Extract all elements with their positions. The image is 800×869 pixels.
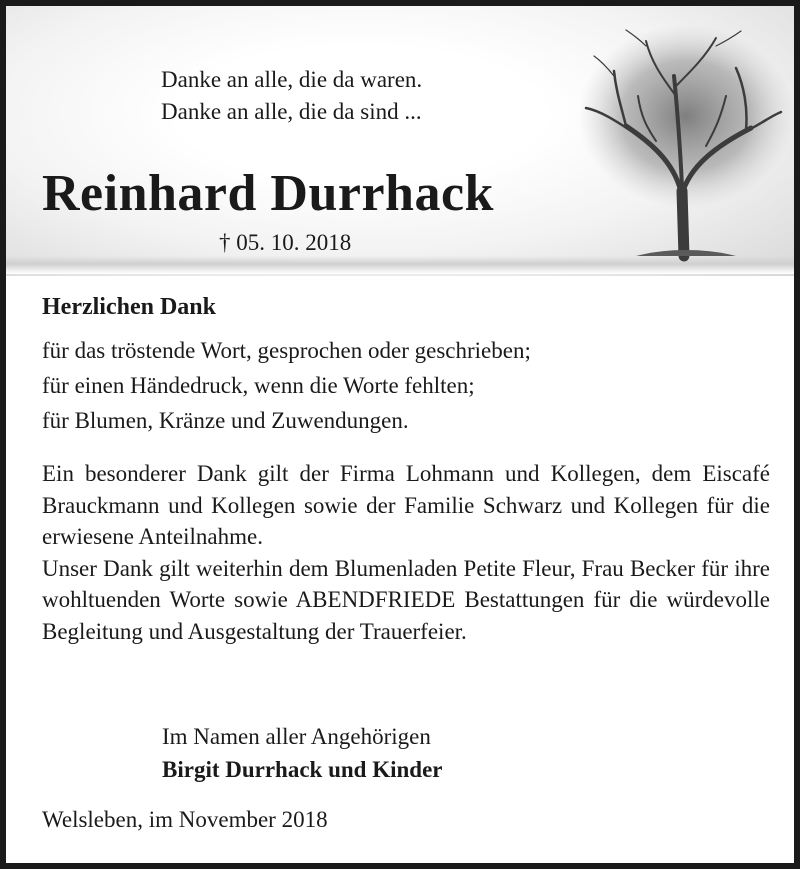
thanks-lines (42, 333, 762, 438)
thanks-line: für Blumen, Kränze und Zuwendungen. (42, 408, 409, 433)
thanks-paragraph-2: Unser Dank gilt weiterhin dem Blumenladen Petite Fleur, Frau Becker für ihre wohltuenden Worte sowie ABENDFRIEDE Bestattungen für die würdevolle Begleitung und Ausgestaltung der Trauerfeier. (42, 555, 770, 644)
quote (161, 64, 422, 128)
thanks-paragraph-1: Ein besonderer Dank gilt der Firma Lohmann und Kollegen, dem Eiscafé Brauckmann und Kollegen sowie der Familie Schwarz und Kollegen für die erwiesene Anteilnahme. (42, 461, 770, 549)
tree-icon (566, 16, 794, 266)
thanks-line: für einen Händedruck, wenn die Worte fehlten; (42, 373, 475, 398)
thanks-line: für das tröstende Wort, gesprochen oder geschrieben; (42, 338, 531, 363)
deceased-name: Reinhard Durrhack (42, 165, 494, 222)
thanks-paragraphs (42, 458, 770, 647)
thanks-title: Herzlichen Dank (42, 294, 216, 320)
death-date: † 05. 10. 2018 (219, 230, 352, 255)
quote-line-2: Danke an alle, die da sind ... (161, 99, 422, 124)
signature-names: Birgit Durrhack und Kinder (162, 757, 443, 782)
quote-line-1: Danke an alle, die da waren. (161, 67, 423, 92)
place-date: Welsleben, im November 2018 (42, 807, 328, 832)
signature-intro: Im Namen aller Angehörigen (162, 724, 431, 749)
